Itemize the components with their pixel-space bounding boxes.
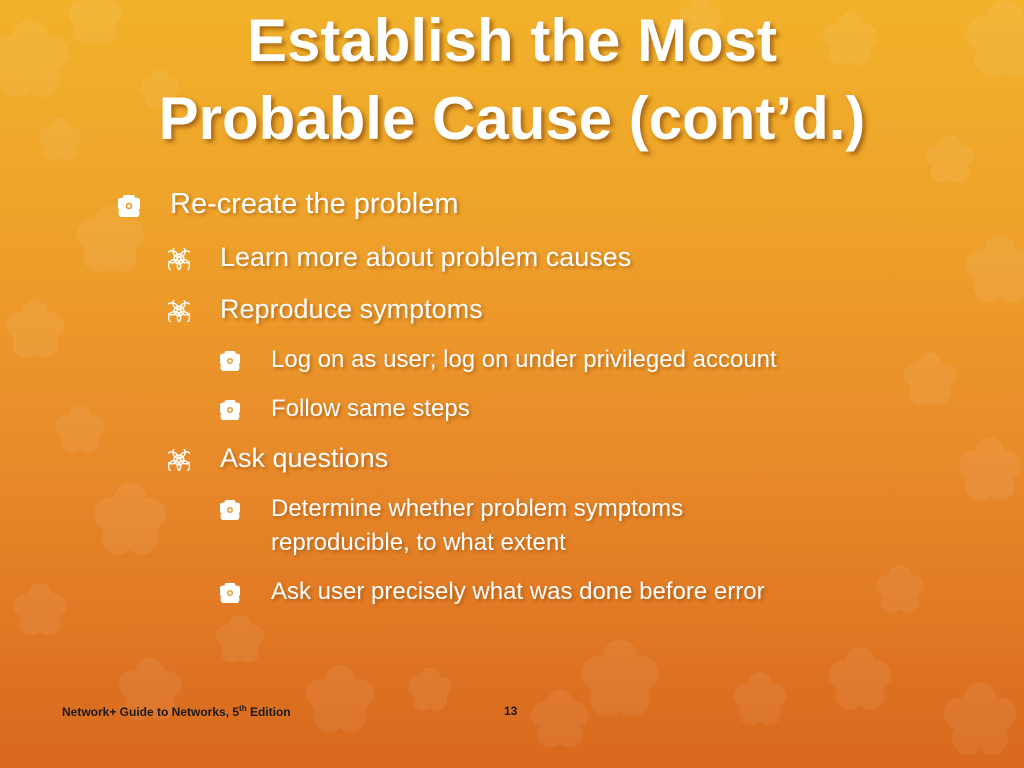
flower-bullet-icon <box>220 400 240 420</box>
bullet-item-level3 <box>271 575 765 609</box>
flower-bullet-icon <box>220 351 240 371</box>
footer-book-title <box>62 704 291 719</box>
bullet-item-level1 <box>170 188 459 221</box>
flower-bullet-icon <box>220 500 240 520</box>
bullet-item-level3 <box>271 343 777 377</box>
bullet-text: Ask questions <box>220 443 389 473</box>
flower-outline-bullet-icon <box>168 449 190 471</box>
flower-bullet-icon <box>220 583 240 603</box>
bullet-item-level2 <box>220 294 483 325</box>
footer-title-prefix: Network+ Guide to Networks, 5 <box>62 705 240 719</box>
bullet-text: Re-create the problem <box>170 188 459 220</box>
bullet-item-level2 <box>220 443 388 474</box>
bullet-text: Learn more about problem causes <box>220 242 632 272</box>
bullet-text: Ask user precisely what was done before error <box>271 578 765 605</box>
bullet-text-line-2: reproducible, to what extent <box>271 529 566 556</box>
bullet-text: Follow same steps <box>271 395 470 422</box>
flower-bullet-icon <box>118 195 140 217</box>
flower-outline-bullet-icon <box>168 248 190 270</box>
slide-title-line-2: Probable Cause (cont’d.) <box>158 85 866 152</box>
page-number: 13 <box>504 704 518 718</box>
footer-title-superscript: th <box>239 704 247 713</box>
bullet-item-level3 <box>271 392 470 426</box>
bullet-item-level2 <box>220 242 631 273</box>
flower-outline-bullet-icon <box>168 300 190 322</box>
bullet-text-line-1: Determine whether problem symptoms <box>271 495 684 522</box>
bullet-item-level3 <box>271 492 683 560</box>
bullet-text: Log on as user; log on under privileged account <box>271 346 777 373</box>
bullet-text: Reproduce symptoms <box>220 294 483 324</box>
slide-title <box>40 2 984 158</box>
slide-title-line-1: Establish the Most <box>246 7 778 74</box>
footer-title-suffix: Edition <box>246 705 291 719</box>
